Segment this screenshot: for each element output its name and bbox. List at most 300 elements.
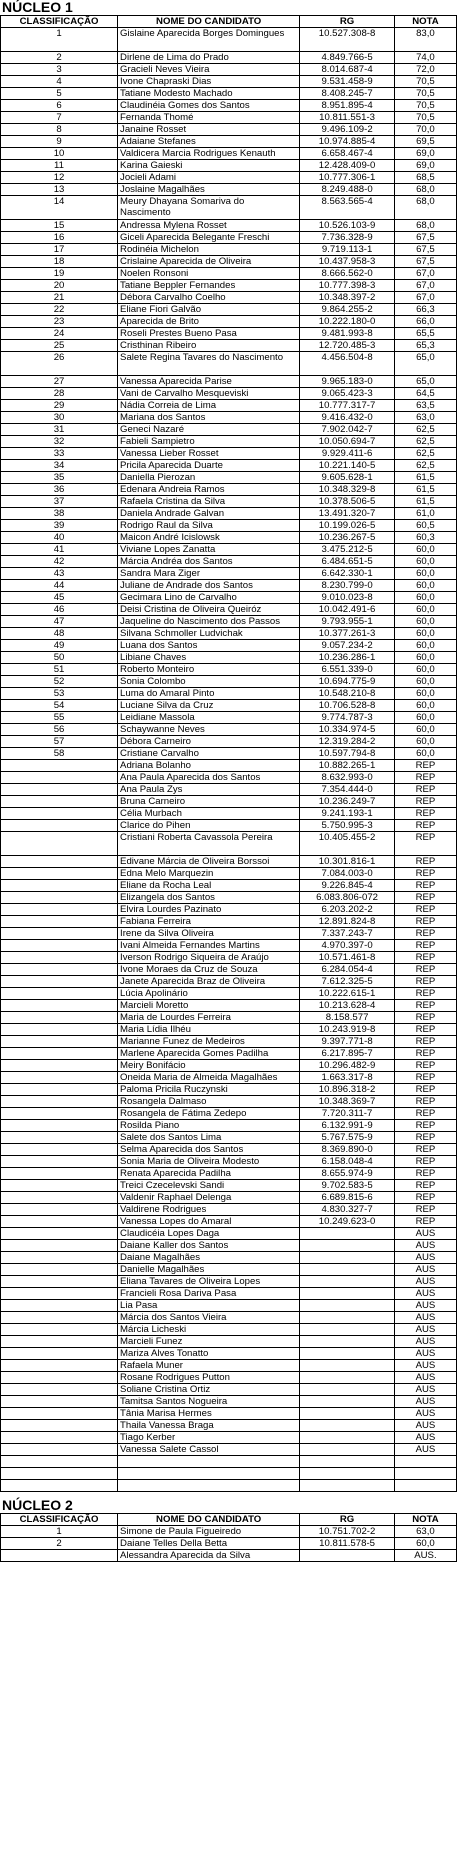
cell-nome: Tamitsa Santos Nogueira — [118, 1396, 300, 1408]
cell-nota: REP — [394, 808, 456, 820]
cell-nota: 69,5 — [394, 136, 456, 148]
cell-rg: 10.221.140-5 — [300, 460, 395, 472]
table-row — [1, 568, 457, 580]
cell-nome: Maria de Lourdes Ferreira — [118, 1012, 300, 1024]
cell-nota — [394, 1456, 456, 1468]
cell-classificacao — [1, 1300, 118, 1312]
cell-nome: Thaila Vanessa Braga — [118, 1420, 300, 1432]
cell-nota: 60,0 — [394, 604, 456, 616]
header-nome: NOME DO CANDIDATO — [118, 1514, 300, 1526]
table-row — [1, 1384, 457, 1396]
table-row — [1, 1538, 457, 1550]
cell-nome: Roseli Prestes Bueno Pasa — [118, 328, 300, 340]
table-row — [1, 496, 457, 508]
nucleo-1-title: NÚCLEO 1 — [2, 0, 73, 15]
table-row — [1, 376, 457, 388]
cell-classificacao — [1, 1144, 118, 1156]
cell-nome: Rosane Rodrigues Putton — [118, 1372, 300, 1384]
cell-classificacao — [1, 1072, 118, 1084]
cell-nota: 70,0 — [394, 124, 456, 136]
cell-nome: Tânia Marisa Hermes — [118, 1408, 300, 1420]
nucleo-2-table — [0, 1513, 457, 1562]
cell-classificacao: 49 — [1, 640, 118, 652]
table-row — [1, 832, 457, 856]
cell-nome — [118, 1468, 300, 1480]
cell-nome: Rosangela de Fátima Zedepo — [118, 1108, 300, 1120]
cell-nota: REP — [394, 904, 456, 916]
cell-nome: Valdenir Raphael Delenga — [118, 1192, 300, 1204]
table-row — [1, 544, 457, 556]
cell-rg: 6.551.339-0 — [300, 664, 395, 676]
cell-classificacao: 43 — [1, 568, 118, 580]
table-row — [1, 952, 457, 964]
cell-rg — [300, 1408, 395, 1420]
cell-classificacao: 47 — [1, 616, 118, 628]
table-row — [1, 244, 457, 256]
cell-nome: Vanessa Salete Cassol — [118, 1444, 300, 1456]
cell-nota: REP — [394, 796, 456, 808]
table-row — [1, 820, 457, 832]
cell-nome: Selma Aparecida dos Santos — [118, 1144, 300, 1156]
cell-classificacao: 1 — [1, 1526, 118, 1538]
cell-rg: 10.694.775-9 — [300, 676, 395, 688]
table-row — [1, 316, 457, 328]
cell-rg: 10.377.261-3 — [300, 628, 395, 640]
table-row — [1, 88, 457, 100]
cell-classificacao — [1, 772, 118, 784]
cell-nome: Aparecida de Brito — [118, 316, 300, 328]
cell-nome: Marcieli Moretto — [118, 1000, 300, 1012]
cell-nota: REP — [394, 1156, 456, 1168]
table-row — [1, 784, 457, 796]
cell-nome: Soliane Cristina Ortiz — [118, 1384, 300, 1396]
cell-rg: 10.199.026-5 — [300, 520, 395, 532]
cell-classificacao — [1, 1000, 118, 1012]
table-row — [1, 1180, 457, 1192]
cell-rg — [300, 1550, 395, 1562]
cell-rg: 9.774.787-3 — [300, 712, 395, 724]
cell-rg: 9.010.023-8 — [300, 592, 395, 604]
cell-classificacao — [1, 1096, 118, 1108]
cell-classificacao: 55 — [1, 712, 118, 724]
cell-nota: AUS. — [394, 1550, 456, 1562]
cell-rg: 9.605.628-1 — [300, 472, 395, 484]
cell-classificacao — [1, 1060, 118, 1072]
table-row — [1, 1108, 457, 1120]
table-row — [1, 196, 457, 220]
table-row — [1, 1156, 457, 1168]
cell-rg: 10.527.308-8 — [300, 28, 395, 52]
table-row — [1, 1228, 457, 1240]
cell-nome: Sonia Colombo — [118, 676, 300, 688]
cell-nome: Tiago Kerber — [118, 1432, 300, 1444]
cell-classificacao: 22 — [1, 304, 118, 316]
cell-nome: Vanessa Lieber Rosset — [118, 448, 300, 460]
cell-nome: Iverson Rodrigo Siqueira de Araújo — [118, 952, 300, 964]
cell-rg: 10.222.615-1 — [300, 988, 395, 1000]
cell-nome: Schaywanne Neves — [118, 724, 300, 736]
table-row — [1, 304, 457, 316]
cell-classificacao: 7 — [1, 112, 118, 124]
table-row — [1, 388, 457, 400]
table-row — [1, 1252, 457, 1264]
table-row — [1, 1288, 457, 1300]
table-row — [1, 1036, 457, 1048]
cell-classificacao: 58 — [1, 748, 118, 760]
table-row — [1, 1336, 457, 1348]
table-row — [1, 1240, 457, 1252]
cell-rg: 13.491.320-7 — [300, 508, 395, 520]
cell-nome: Rosilda Piano — [118, 1120, 300, 1132]
cell-rg: 10.236.267-5 — [300, 532, 395, 544]
cell-classificacao: 33 — [1, 448, 118, 460]
table-row — [1, 340, 457, 352]
cell-nota: REP — [394, 880, 456, 892]
cell-nota: AUS — [394, 1384, 456, 1396]
cell-rg: 9.793.955-1 — [300, 616, 395, 628]
cell-rg: 8.369.890-0 — [300, 1144, 395, 1156]
table-row — [1, 436, 457, 448]
cell-rg: 10.882.265-1 — [300, 760, 395, 772]
cell-classificacao — [1, 1084, 118, 1096]
cell-nome: Pricila Aparecida Duarte — [118, 460, 300, 472]
cell-nota: 66,0 — [394, 316, 456, 328]
cell-nome: Jaqueline do Nascimento dos Passos — [118, 616, 300, 628]
cell-nota: REP — [394, 868, 456, 880]
cell-nome: Giceli Aparecida Belegante Freschi — [118, 232, 300, 244]
cell-nota: 68,0 — [394, 220, 456, 232]
cell-nota: REP — [394, 1180, 456, 1192]
table-row — [1, 1432, 457, 1444]
table-row — [1, 976, 457, 988]
cell-classificacao — [1, 1180, 118, 1192]
cell-classificacao: 42 — [1, 556, 118, 568]
cell-rg: 10.249.623-0 — [300, 1216, 395, 1228]
cell-rg: 10.811.551-3 — [300, 112, 395, 124]
cell-nome: Alessandra Aparecida da Silva — [118, 1550, 300, 1562]
cell-nota: 60,0 — [394, 688, 456, 700]
table-row — [1, 1276, 457, 1288]
header-nome: NOME DO CANDIDATO — [118, 16, 300, 28]
table-row — [1, 400, 457, 412]
cell-rg: 9.719.113-1 — [300, 244, 395, 256]
cell-classificacao: 32 — [1, 436, 118, 448]
cell-rg: 6.203.202-2 — [300, 904, 395, 916]
table-header-row — [1, 1514, 457, 1526]
cell-nome: Vanessa Lopes do Amaral — [118, 1216, 300, 1228]
cell-nota: REP — [394, 928, 456, 940]
table-row — [1, 1444, 457, 1456]
cell-nota: 68,0 — [394, 184, 456, 196]
cell-rg — [300, 1240, 395, 1252]
cell-classificacao — [1, 1480, 118, 1492]
cell-rg — [300, 1396, 395, 1408]
cell-nota: REP — [394, 1096, 456, 1108]
cell-classificacao: 54 — [1, 700, 118, 712]
cell-classificacao — [1, 1324, 118, 1336]
cell-nota: REP — [394, 1036, 456, 1048]
cell-nome: Cristiane Carvalho — [118, 748, 300, 760]
cell-nome: Rafaela Muner — [118, 1360, 300, 1372]
cell-classificacao — [1, 976, 118, 988]
cell-rg: 10.213.628-4 — [300, 1000, 395, 1012]
cell-nota: AUS — [394, 1252, 456, 1264]
cell-classificacao: 46 — [1, 604, 118, 616]
cell-classificacao: 15 — [1, 220, 118, 232]
table-row — [1, 28, 457, 52]
cell-classificacao: 52 — [1, 676, 118, 688]
cell-rg: 10.811.578-5 — [300, 1538, 395, 1550]
cell-rg: 10.777.306-1 — [300, 172, 395, 184]
cell-nota: REP — [394, 856, 456, 868]
cell-nota: 60,0 — [394, 616, 456, 628]
cell-rg: 10.437.958-3 — [300, 256, 395, 268]
cell-classificacao: 23 — [1, 316, 118, 328]
cell-classificacao: 50 — [1, 652, 118, 664]
cell-classificacao — [1, 1168, 118, 1180]
cell-classificacao: 29 — [1, 400, 118, 412]
cell-nome: Daniela Andrade Galvan — [118, 508, 300, 520]
cell-rg: 10.526.103-9 — [300, 220, 395, 232]
table-row — [1, 1192, 457, 1204]
table-row — [1, 688, 457, 700]
cell-classificacao: 35 — [1, 472, 118, 484]
cell-nome: Nádia Correia de Lima — [118, 400, 300, 412]
cell-rg: 6.658.467-4 — [300, 148, 395, 160]
cell-rg: 7.084.003-0 — [300, 868, 395, 880]
table-row — [1, 1396, 457, 1408]
cell-rg: 8.632.993-0 — [300, 772, 395, 784]
cell-nome: Eliane Fiori Galvão — [118, 304, 300, 316]
table-row — [1, 1060, 457, 1072]
table-row — [1, 616, 457, 628]
cell-nome: Daniella Pierozan — [118, 472, 300, 484]
cell-nota: REP — [394, 1120, 456, 1132]
cell-nome: Marcieli Funez — [118, 1336, 300, 1348]
cell-classificacao — [1, 1252, 118, 1264]
table-row — [1, 628, 457, 640]
cell-nota: 70,5 — [394, 76, 456, 88]
cell-nome: Fabiana Ferreira — [118, 916, 300, 928]
cell-nota: 60,0 — [394, 676, 456, 688]
cell-nota: REP — [394, 1144, 456, 1156]
cell-nome — [118, 1456, 300, 1468]
cell-classificacao: 18 — [1, 256, 118, 268]
cell-rg — [300, 1384, 395, 1396]
table-row — [1, 1408, 457, 1420]
cell-nome: Treici Czecelevski Sandi — [118, 1180, 300, 1192]
cell-rg: 10.378.506-5 — [300, 496, 395, 508]
cell-classificacao — [1, 784, 118, 796]
cell-classificacao: 30 — [1, 412, 118, 424]
cell-nota: REP — [394, 916, 456, 928]
cell-rg: 10.348.329-8 — [300, 484, 395, 496]
cell-nota: REP — [394, 940, 456, 952]
cell-classificacao — [1, 1360, 118, 1372]
cell-nome: Lia Pasa — [118, 1300, 300, 1312]
cell-nota: AUS — [394, 1420, 456, 1432]
table-row — [1, 1480, 457, 1492]
cell-classificacao — [1, 1276, 118, 1288]
cell-rg: 4.970.397-0 — [300, 940, 395, 952]
cell-classificacao: 1 — [1, 28, 118, 52]
cell-classificacao — [1, 928, 118, 940]
cell-rg: 10.974.885-4 — [300, 136, 395, 148]
table-row — [1, 796, 457, 808]
cell-classificacao — [1, 1348, 118, 1360]
cell-classificacao: 28 — [1, 388, 118, 400]
cell-nome: Bruna Carneiro — [118, 796, 300, 808]
cell-nota: 60,0 — [394, 748, 456, 760]
cell-nota: 60,0 — [394, 700, 456, 712]
cell-nome: Gracieli Neves Vieira — [118, 64, 300, 76]
cell-nome: Valdicera Marcia Rodrigues Kenauth — [118, 148, 300, 160]
cell-classificacao: 2 — [1, 52, 118, 64]
cell-rg: 4.830.327-7 — [300, 1204, 395, 1216]
cell-nome: Janete Aparecida Braz de Oliveira — [118, 976, 300, 988]
cell-classificacao: 19 — [1, 268, 118, 280]
cell-nota: 70,5 — [394, 112, 456, 124]
nucleo-1-table — [0, 15, 457, 1492]
cell-nome: Rodrigo Raul da Silva — [118, 520, 300, 532]
cell-rg: 10.548.210-8 — [300, 688, 395, 700]
table-row — [1, 736, 457, 748]
cell-rg — [300, 1324, 395, 1336]
table-row — [1, 1132, 457, 1144]
cell-classificacao: 12 — [1, 172, 118, 184]
cell-rg — [300, 1456, 395, 1468]
cell-nome: Gecimara Lino de Carvalho — [118, 592, 300, 604]
table-row — [1, 1550, 457, 1562]
header-classificacao: CLASSIFICAÇÃO — [1, 1514, 118, 1526]
cell-nota: 69,0 — [394, 160, 456, 172]
cell-nota: REP — [394, 772, 456, 784]
cell-nome: Adriana Bolanho — [118, 760, 300, 772]
table-row — [1, 160, 457, 172]
cell-nome: Rosangela Dalmaso — [118, 1096, 300, 1108]
cell-classificacao: 20 — [1, 280, 118, 292]
cell-classificacao — [1, 880, 118, 892]
cell-nome: Deisi Cristina de Oliveira Queiróz — [118, 604, 300, 616]
cell-nome — [118, 1480, 300, 1492]
cell-nome: Maicon André Icislowsk — [118, 532, 300, 544]
cell-classificacao: 37 — [1, 496, 118, 508]
cell-classificacao: 44 — [1, 580, 118, 592]
cell-rg: 4.456.504-8 — [300, 352, 395, 376]
cell-nome: Adaiane Stefanes — [118, 136, 300, 148]
cell-rg — [300, 1228, 395, 1240]
table-row — [1, 712, 457, 724]
cell-nome: Meiry Bonifácio — [118, 1060, 300, 1072]
cell-nome: Vani de Carvalho Mesqueviski — [118, 388, 300, 400]
cell-nota: AUS — [394, 1360, 456, 1372]
cell-classificacao — [1, 1156, 118, 1168]
cell-nota: REP — [394, 1108, 456, 1120]
table-row — [1, 868, 457, 880]
cell-classificacao — [1, 1216, 118, 1228]
cell-nota: AUS — [394, 1312, 456, 1324]
cell-classificacao — [1, 1444, 118, 1456]
cell-nota: REP — [394, 1048, 456, 1060]
cell-nome: Edna Melo Marquezin — [118, 868, 300, 880]
cell-rg — [300, 1468, 395, 1480]
cell-nota: 67,0 — [394, 280, 456, 292]
cell-nota: 60,0 — [394, 664, 456, 676]
table-row — [1, 220, 457, 232]
cell-rg: 6.484.651-5 — [300, 556, 395, 568]
cell-classificacao — [1, 1132, 118, 1144]
table-row — [1, 148, 457, 160]
cell-nome: Juliane de Andrade dos Santos — [118, 580, 300, 592]
cell-nota: 60,0 — [394, 592, 456, 604]
table-row — [1, 472, 457, 484]
cell-nome: Eliana Tavares de Oliveira Lopes — [118, 1276, 300, 1288]
cell-nota: 60,0 — [394, 580, 456, 592]
cell-classificacao — [1, 1456, 118, 1468]
table-row — [1, 520, 457, 532]
cell-rg: 10.777.317-7 — [300, 400, 395, 412]
cell-nome: Crislaine Aparecida de Oliveira — [118, 256, 300, 268]
cell-nome: Rafaela Cristina da Silva — [118, 496, 300, 508]
cell-nome: Clarice do Pihen — [118, 820, 300, 832]
cell-nota: 66,3 — [394, 304, 456, 316]
cell-nome: Ivone Moraes da Cruz de Souza — [118, 964, 300, 976]
cell-nota: REP — [394, 784, 456, 796]
cell-nome: Tatiane Modesto Machado — [118, 88, 300, 100]
cell-classificacao: 6 — [1, 100, 118, 112]
cell-classificacao: 10 — [1, 148, 118, 160]
cell-nome: Claudinéia Gomes dos Santos — [118, 100, 300, 112]
table-row — [1, 184, 457, 196]
cell-nota: AUS — [394, 1324, 456, 1336]
cell-nome: Luana dos Santos — [118, 640, 300, 652]
table-row — [1, 1168, 457, 1180]
cell-classificacao: 36 — [1, 484, 118, 496]
cell-nome: Ivone Chapraski Dias — [118, 76, 300, 88]
cell-nome: Ana Paula Aparecida dos Santos — [118, 772, 300, 784]
cell-nota: 70,5 — [394, 88, 456, 100]
cell-nota: 62,5 — [394, 460, 456, 472]
cell-nota: AUS — [394, 1396, 456, 1408]
cell-classificacao — [1, 760, 118, 772]
table-row — [1, 664, 457, 676]
table-row — [1, 1120, 457, 1132]
cell-nome: Oneida Maria de Almeida Magalhães — [118, 1072, 300, 1084]
cell-rg — [300, 1360, 395, 1372]
cell-rg: 7.902.042-7 — [300, 424, 395, 436]
header-rg: RG — [300, 1514, 395, 1526]
cell-nome: Rodinéia Michelon — [118, 244, 300, 256]
cell-nota: 60,0 — [394, 652, 456, 664]
cell-nome: Viviane Lopes Zanatta — [118, 544, 300, 556]
cell-rg: 8.230.799-0 — [300, 580, 395, 592]
cell-nota: AUS — [394, 1288, 456, 1300]
cell-rg: 12.720.485-3 — [300, 340, 395, 352]
table-row — [1, 1048, 457, 1060]
cell-nota: 62,5 — [394, 448, 456, 460]
cell-rg: 8.408.245-7 — [300, 88, 395, 100]
cell-nome: Joslaine Magalhães — [118, 184, 300, 196]
table-row — [1, 352, 457, 376]
cell-rg: 9.496.109-2 — [300, 124, 395, 136]
cell-nome: Salete Regina Tavares do Nascimento — [118, 352, 300, 376]
cell-classificacao — [1, 1468, 118, 1480]
cell-nota: REP — [394, 952, 456, 964]
cell-classificacao: 11 — [1, 160, 118, 172]
cell-rg: 6.217.895-7 — [300, 1048, 395, 1060]
cell-nome: Claudicéia Lopes Daga — [118, 1228, 300, 1240]
cell-classificacao: 2 — [1, 1538, 118, 1550]
